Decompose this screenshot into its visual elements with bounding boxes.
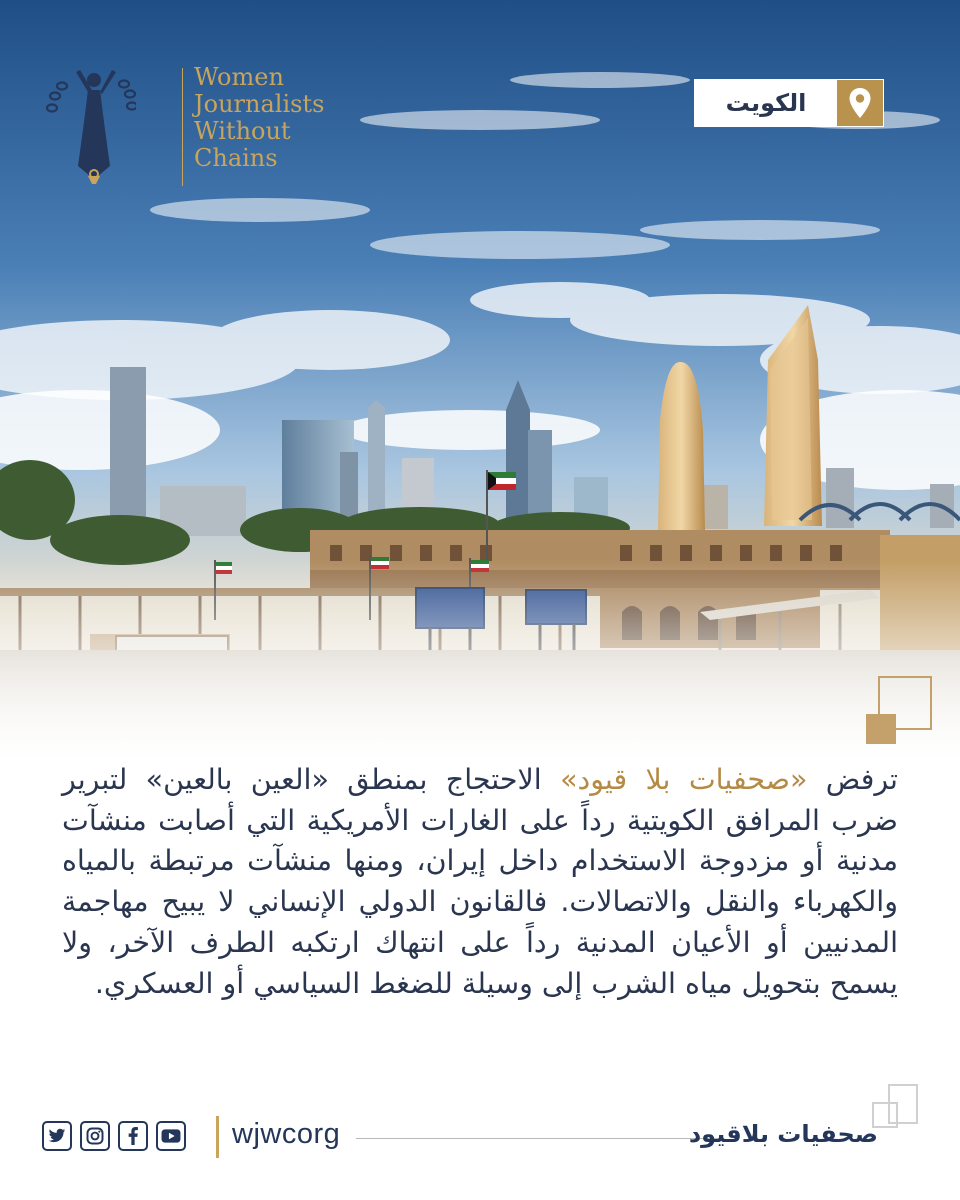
statement-part-2: الاحتجاج بمنطق «العين بالعين» لتبرير ضرب المرافق الكويتية رداً على الغارات الأمريكية التي أصابت منشآت مدنية أو مزدوجة الاستخدام داخل إيران، ومنها منشآت مرتبطة بالمياه والكهرباء والنقل والاتصالات. فالقانون الدولي الإنساني لا يبيح مهاجمة المدنيين أو الأعيان المدنية رداً على انتهاك ارتكبه الطرف الآخر، ولا يسمح بتحويل مياه الشرب إلى وسيلة للضغط السياسي أو العسكري. xyxy=(62,763,898,1000)
logo-divider xyxy=(182,68,183,186)
social-links xyxy=(42,1121,186,1151)
deco-square-fill-top xyxy=(866,714,896,744)
brand-name-arabic: صحفيات بلاقيود xyxy=(688,1120,878,1148)
logo-line-1: Women xyxy=(194,63,284,91)
location-label: الكويت xyxy=(695,80,837,126)
woman-breaking-chains-icon xyxy=(46,62,136,188)
wjwc-logo xyxy=(46,62,325,192)
social-handle[interactable]: wjwcorg xyxy=(232,1118,341,1150)
location-badge xyxy=(694,79,884,127)
map-pin-icon xyxy=(837,80,883,126)
footer-rule xyxy=(356,1138,718,1139)
logo-line-3: Without xyxy=(194,117,291,145)
footer-separator xyxy=(216,1116,219,1158)
logo-line-2: Journalists xyxy=(194,90,325,118)
org-name-quote: «صحفيات بلا قيود» xyxy=(560,763,808,796)
footer xyxy=(42,1118,922,1162)
logo-wordmark xyxy=(194,64,324,172)
photo-fade-overlay xyxy=(0,560,960,760)
statement-part-1: ترفض xyxy=(807,763,898,796)
youtube-icon[interactable] xyxy=(156,1121,186,1151)
facebook-icon[interactable] xyxy=(118,1121,148,1151)
statement-text xyxy=(62,760,898,1004)
logo-line-4: Chains xyxy=(194,144,278,172)
instagram-icon[interactable] xyxy=(80,1121,110,1151)
twitter-icon[interactable] xyxy=(42,1121,72,1151)
